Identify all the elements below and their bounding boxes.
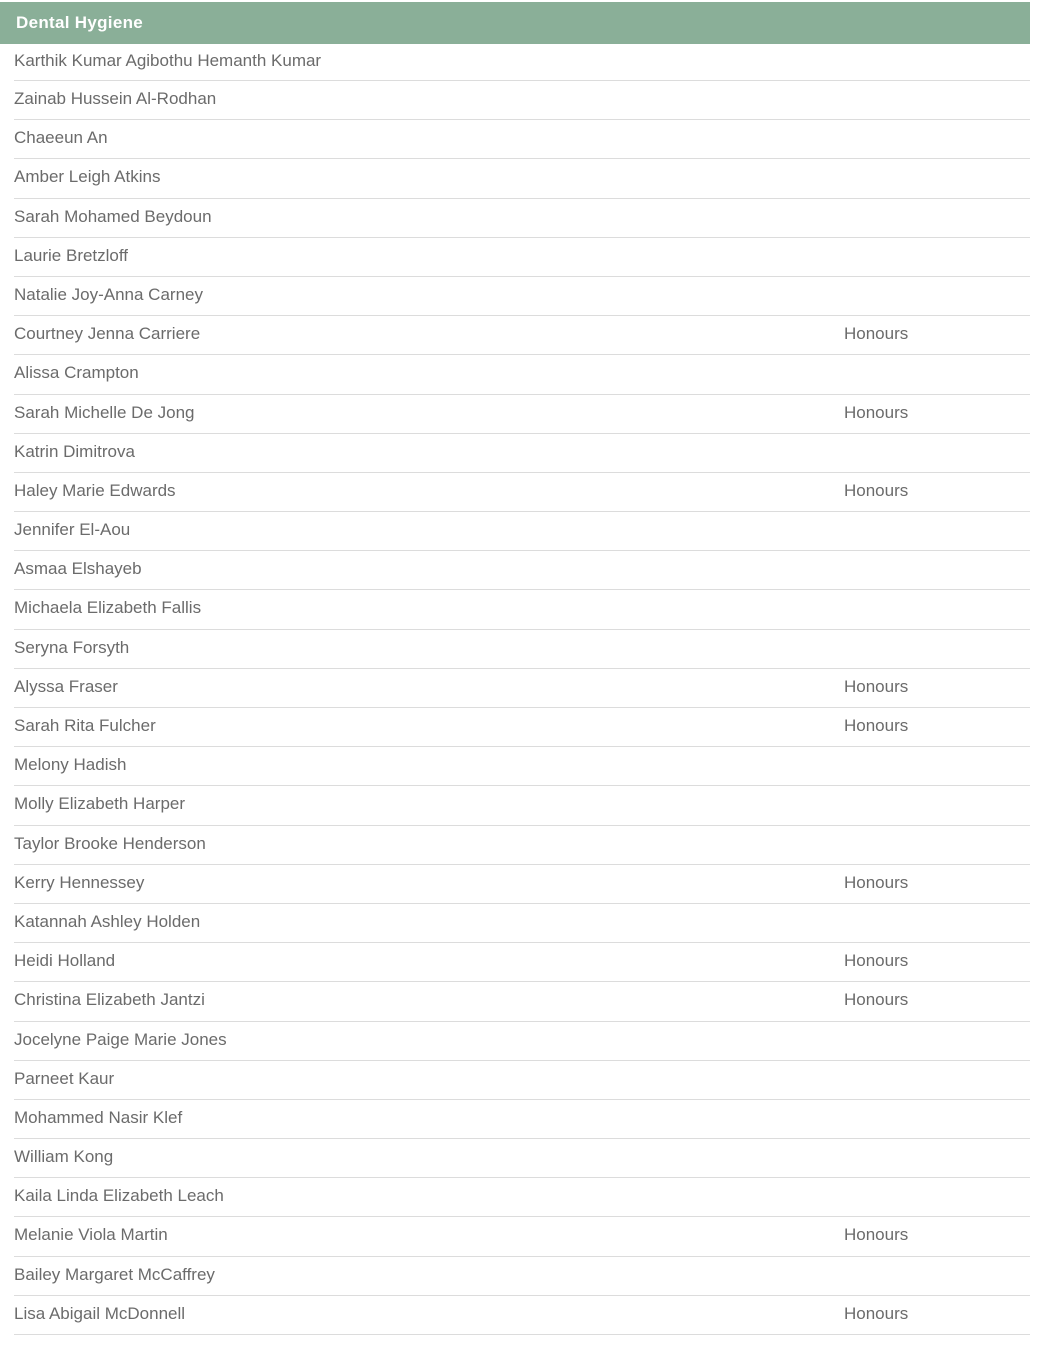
table-header — [0, 2, 1030, 44]
program-title: Dental Hygiene — [16, 13, 144, 32]
graduates-table — [0, 2, 1030, 1335]
table-row — [14, 786, 1030, 825]
table-row — [14, 943, 1030, 982]
graduate-name: Kerry Hennessey — [14, 872, 145, 892]
graduate-name: Parneet Kaur — [14, 1068, 115, 1088]
honours-label: Honours — [844, 716, 909, 735]
table-row — [14, 316, 1030, 355]
graduate-name: Zainab Hussein Al-Rodhan — [14, 89, 217, 108]
graduate-name: Amber Leigh Atkins — [14, 167, 161, 187]
graduate-name: Molly Elizabeth Harper — [14, 794, 186, 814]
table-row — [14, 434, 1030, 473]
graduate-name: Mohammed Nasir Klef — [14, 1107, 183, 1127]
graduate-name: Jennifer El-Aou — [14, 520, 131, 540]
table-row — [14, 1022, 1030, 1061]
table-row — [14, 551, 1030, 590]
graduate-name: Sarah Michelle De Jong — [14, 402, 195, 422]
table-row — [14, 120, 1030, 159]
graduate-name: Bailey Margaret McCaffrey — [14, 1264, 215, 1284]
graduates-list — [14, 44, 1030, 1335]
table-row — [14, 238, 1030, 277]
table-row — [14, 512, 1030, 551]
table-row — [14, 1100, 1030, 1139]
honours-label: Honours — [844, 951, 909, 971]
honours-label: Honours — [844, 480, 909, 500]
graduate-name: Laurie Bretzloff — [14, 245, 129, 265]
graduate-name: Melony Hadish — [14, 755, 127, 775]
table-row — [14, 1139, 1030, 1178]
graduate-name: Sarah Mohamed Beydoun — [14, 206, 212, 226]
graduate-name: Courtney Jenna Carriere — [14, 324, 201, 344]
graduate-name: Seryna Forsyth — [14, 637, 130, 657]
honours-label: Honours — [844, 676, 909, 696]
graduate-name: Karthik Kumar Agibothu Hemanth Kumar — [14, 51, 322, 70]
graduate-name: Taylor Brooke Henderson — [14, 833, 206, 853]
graduate-name: Christina Elizabeth Jantzi — [14, 990, 205, 1010]
graduate-name: Jocelyne Paige Marie Jones — [14, 1029, 227, 1049]
table-row — [14, 982, 1030, 1021]
honours-label: Honours — [844, 1303, 909, 1323]
table-row — [14, 277, 1030, 316]
table-row — [14, 669, 1030, 708]
honours-label: Honours — [844, 872, 909, 892]
table-row — [14, 708, 1030, 747]
honours-label: Honours — [844, 1225, 909, 1245]
honours-label: Honours — [844, 402, 909, 422]
graduate-name: Heidi Holland — [14, 951, 116, 971]
graduate-name: Katrin Dimitrova — [14, 441, 135, 461]
graduate-name: Haley Marie Edwards — [14, 480, 176, 500]
table-row — [14, 1178, 1030, 1217]
graduate-name: Natalie Joy-Anna Carney — [14, 284, 203, 304]
table-row — [14, 395, 1030, 434]
table-row — [14, 81, 1030, 120]
graduate-name: Alyssa Fraser — [14, 676, 118, 696]
graduate-name: Asmaa Elshayeb — [14, 559, 142, 579]
graduate-name: William Kong — [14, 1147, 114, 1167]
table-row — [14, 44, 1030, 81]
table-row — [14, 630, 1030, 669]
graduate-name: Lisa Abigail McDonnell — [14, 1303, 186, 1323]
graduate-name: Chaeeun An — [14, 128, 108, 148]
table-row — [14, 747, 1030, 786]
graduate-name: Kaila Linda Elizabeth Leach — [14, 1186, 224, 1206]
graduate-name: Sarah Rita Fulcher — [14, 716, 156, 735]
table-row — [14, 1061, 1030, 1100]
table-row — [14, 1296, 1030, 1335]
table-row — [14, 199, 1030, 238]
table-row — [14, 1217, 1030, 1256]
graduate-name: Melanie Viola Martin — [14, 1225, 168, 1245]
table-row — [14, 590, 1030, 629]
table-row — [14, 355, 1030, 394]
table-row — [14, 1257, 1030, 1296]
honours-label: Honours — [844, 324, 909, 344]
table-row — [14, 473, 1030, 512]
table-row — [14, 865, 1030, 904]
graduate-name: Michaela Elizabeth Fallis — [14, 598, 202, 618]
table-row — [14, 904, 1030, 943]
honours-label: Honours — [844, 990, 909, 1010]
graduate-name: Alissa Crampton — [14, 363, 139, 383]
table-row — [14, 826, 1030, 865]
table-row — [14, 159, 1030, 198]
graduate-name: Katannah Ashley Holden — [14, 911, 201, 931]
